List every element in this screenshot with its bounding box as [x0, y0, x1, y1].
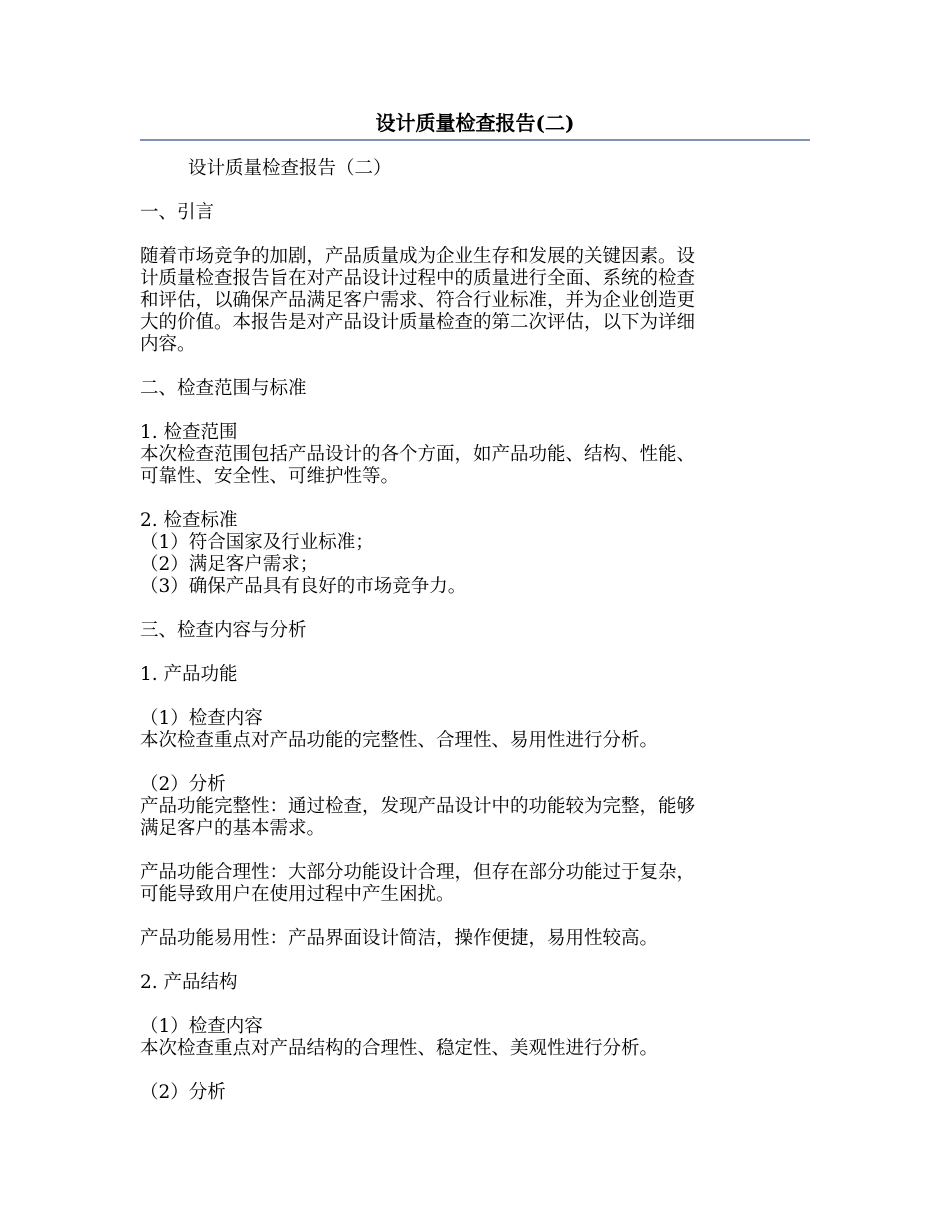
paragraph-line: 满足客户的基本需求。 [140, 818, 326, 839]
subsection-heading: 1. 产品功能 [140, 664, 238, 685]
paragraph-line: 可能导致用户在使用过程中产生困扰。 [140, 884, 455, 905]
paragraph-line: 产品功能完整性：通过检查，发现产品设计中的功能较为完整，能够 [140, 796, 696, 817]
document-subtitle: 设计质量检查报告（二） [188, 158, 392, 179]
paragraph-line: 内容。 [140, 334, 196, 355]
section-heading: 一、引言 [140, 202, 215, 223]
list-item: （2）满足客户需求； [140, 554, 319, 575]
item-label: （2）分析 [140, 1082, 226, 1103]
paragraph-line: 随着市场竞争的加剧，产品质量成为企业生存和发展的关键因素。设 [140, 246, 696, 267]
subsection-heading: 1. 检查范围 [140, 422, 238, 443]
subsection-heading: 2. 检查标准 [140, 510, 238, 531]
item-label: （1）检查内容 [140, 1016, 263, 1037]
paragraph-line: 和评估，以确保产品满足客户需求、符合行业标准，并为企业创造更 [140, 290, 696, 311]
paragraph-introduction [140, 246, 820, 356]
document-body [140, 158, 820, 1104]
paragraph-line: 本次检查重点对产品功能的完整性、合理性、易用性进行分析。 [140, 730, 659, 751]
paragraph-line: 计质量检查报告旨在对产品设计过程中的质量进行全面、系统的检查 [140, 268, 696, 289]
page-header-title: 设计质量检查报告(二) [375, 111, 575, 135]
item-label: （2）分析 [140, 774, 226, 795]
subsection-heading: 2. 产品结构 [140, 972, 238, 993]
list-item: （3）确保产品具有良好的市场竞争力。 [140, 576, 467, 597]
paragraph-line: 本次检查重点对产品结构的合理性、稳定性、美观性进行分析。 [140, 1038, 659, 1059]
item-label: （1）检查内容 [140, 708, 263, 729]
section-heading: 二、检查范围与标准 [140, 378, 307, 399]
section-heading: 三、检查内容与分析 [140, 620, 307, 641]
paragraph-line: 可靠性、安全性、可维护性等。 [140, 466, 400, 487]
paragraph-line: 本次检查范围包括产品设计的各个方面，如产品功能、结构、性能、 [140, 444, 696, 465]
paragraph-line: 大的价值。本报告是对产品设计质量检查的第二次评估，以下为详细 [140, 312, 696, 333]
list-item: （1）符合国家及行业标准； [140, 532, 374, 553]
paragraph-line: 产品功能易用性：产品界面设计简洁，操作便捷，易用性较高。 [140, 928, 659, 949]
paragraph-line: 产品功能合理性：大部分功能设计合理，但存在部分功能过于复杂， [140, 862, 696, 883]
header-divider [140, 139, 810, 141]
